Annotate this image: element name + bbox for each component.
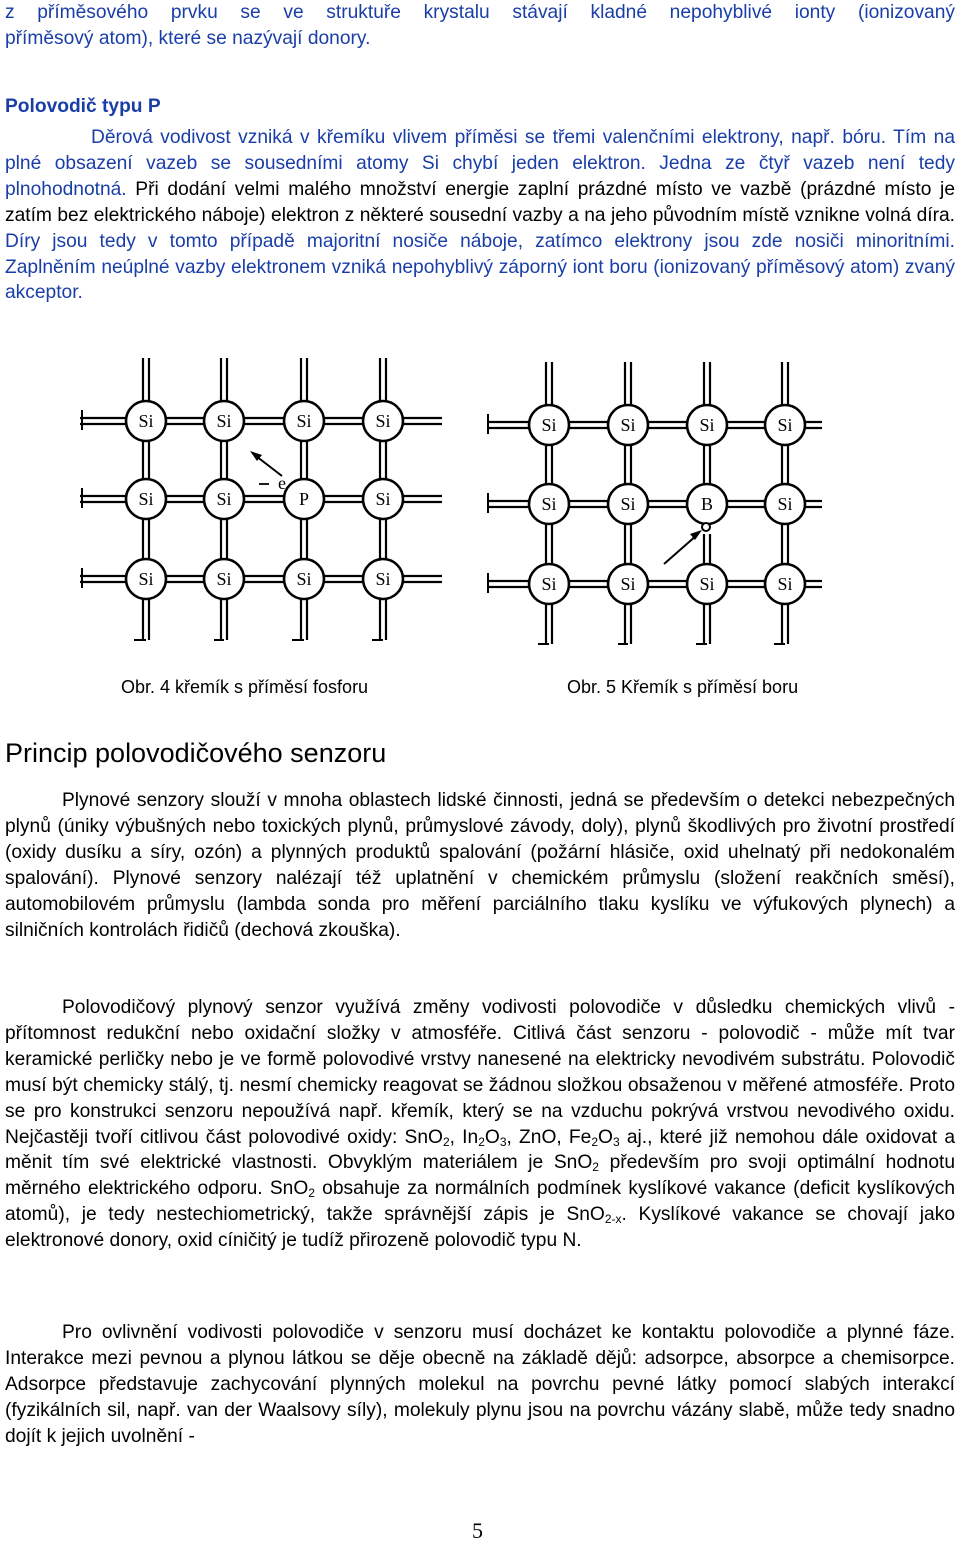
subscript: 2 bbox=[591, 1134, 599, 1149]
atom-label: Si bbox=[541, 574, 557, 594]
ptype-paragraph bbox=[5, 125, 955, 306]
ptype-text-blue-2: Díry jsou tedy v tomto případě majoritní nosiče náboje, zatímco elektrony jsou zde nosiči minoritními. Zaplněním neúplné vazby elektronem vzniká nepohyblivý záporný iont boru (ionizovaný příměsový atom) zvaný akceptor. bbox=[5, 230, 955, 304]
atom-label: Si bbox=[138, 569, 154, 589]
atom-label: Si bbox=[777, 574, 793, 594]
p2-text: především pro svoji optimální hodnotu měrného elektrického odporu. SnO bbox=[5, 1152, 956, 1200]
atom-label: Si bbox=[138, 411, 154, 431]
p2-text: obsahuje za normálních podmínek kyslíkové vakance (deficit kyslíkových atomů), je tedy nestechiometrický, takže správnější zápis je SnO bbox=[5, 1178, 956, 1226]
ptype-text-blue: Děrová vodivost vzniká v křemíku vlivem příměsi se třemi valenčními elektrony, např. bóru. Tím na plné obsazení vazeb se sousedními atomy Si chybí jeden elektron. Jedna ze čtyř vazeb není tedy plnohodnotná. bbox=[5, 127, 955, 200]
p2-text: Polovodičový plynový senzor využívá změny vodivosti polovodiče v důsledku chemických vlivů - přítomnost redukční nebo oxidační složky v atmosféře. Citlivá část senzoru - polovodič - může mít tvar keramické perličky nebo je ve formě polovodivé vrstvy nanesené na elektricky nevodivém substrátu. Polovodič musí být chemicky stálý, tj. nesmí chemicky reagovat se žádnou složkou obsaženou v měřené atmosféře. Proto se pro konstrukci senzoru nepoužívá např. křemík, který se na vzduchu pokrývá vrstvou nevodivého oxidu. Nejčastěji tvoří citlivou část polovodivé oxidy: SnO bbox=[5, 997, 955, 1148]
p2-text: aj., které již nemohou dále oxidovat a měnit tím své elektrické vlastnosti. Obvyklým materiálem je SnO bbox=[5, 1126, 955, 1174]
p2-text: , In bbox=[449, 1126, 479, 1148]
atom-label: Si bbox=[375, 411, 391, 431]
subscript: 2 bbox=[592, 1160, 599, 1175]
figure-4-caption: Obr. 4 křemík s příměsí fosforu bbox=[121, 677, 369, 697]
paragraph-3-text: Pro ovlivnění vodivosti polovodiče v senzoru musí docházet ke kontaktu polovodiče a plynné fáze. Interakce mezi pevnou a plynou látkou se děje obecně na základě dějů: adsorpce, absorpce a chemisorpce. Adsorpce představuje zachycování plynných molekul na povrchu pevné látky pomocí slabých interakcí (fyzikálních sil, např. van der Waalsovy síly), molekuly plynu jsou na povrchu vázány slabě, může tedy snadno dojít k jejich uvolnění - bbox=[5, 1322, 955, 1447]
paragraph-1-text: Plynové senzory slouží v mnoha oblastech lidské činnosti, jedná se především o detekci nebezpečných plynů (úniky výbušných nebo toxických plynů, průmyslové závody, doly), plynů škodlivých pro životní prostředí (oxidy dusíku a síry, ozón) a plynných produktů spalování (požární hlásiče, oxid uhelnatý při nedokonalém spalování). Plynové senzory nalézají též uplatnění v chemickém průmyslu (složení reakčních směsí), automobilovém průmyslu (lambda sonda pro měření parciálního tlaku kyslíku ve výfukových plynech) a silničních kontrolách řidičů (dechová zkouška). bbox=[5, 790, 955, 941]
subscript: 2-x bbox=[604, 1212, 622, 1227]
electron-label: e bbox=[278, 473, 286, 493]
atom-label: Si bbox=[777, 415, 793, 435]
atom-label: Si bbox=[138, 489, 154, 509]
atom-label: Si bbox=[620, 574, 636, 594]
atom-label: Si bbox=[375, 569, 391, 589]
page-number: 5 bbox=[472, 1518, 483, 1543]
atom-label: Si bbox=[699, 415, 715, 435]
atom-label: Si bbox=[620, 494, 636, 514]
figure-silicon-boron bbox=[482, 362, 857, 660]
p2-text: . Kyslíkové vakance se chovají jako elektronové donory, oxid cíničitý je tudíž přirozeně polovodič typu N. bbox=[5, 1204, 955, 1252]
atom-label: Si bbox=[541, 494, 557, 514]
intro-paragraph bbox=[5, 0, 955, 52]
p2-text: O bbox=[484, 1126, 500, 1148]
atom-label: Si bbox=[216, 489, 232, 509]
subscript: 2 bbox=[308, 1186, 315, 1201]
atom-label: Si bbox=[777, 494, 793, 514]
atom-label: Si bbox=[296, 569, 312, 589]
atom-label: Si bbox=[216, 569, 232, 589]
p2-text: O bbox=[598, 1126, 613, 1148]
atom-label: B bbox=[700, 494, 714, 514]
paragraph-2 bbox=[5, 995, 955, 1254]
ptype-text-black: Při dodání velmi malého množství energie zaplní prázdné místo ve vazbě (prázdné místo je zatím bez elektrického náboje) elektron z některé sousední vazby a na jeho původním místě vznikne volná díra. bbox=[5, 178, 955, 226]
paragraph-3 bbox=[5, 1320, 955, 1450]
subscript: 3 bbox=[612, 1134, 620, 1149]
atom-label: Si bbox=[375, 489, 391, 509]
atom-label: Si bbox=[541, 415, 557, 435]
figure-5-caption: Obr. 5 Křemík s příměsí boru bbox=[567, 677, 799, 697]
p2-text: , ZnO, Fe bbox=[506, 1126, 592, 1148]
atom-label: Si bbox=[296, 411, 312, 431]
section-heading-main: Princip polovodičového senzoru bbox=[5, 738, 387, 768]
section-heading-ptype: Polovodič typu P bbox=[5, 96, 161, 117]
subscript: 3 bbox=[499, 1134, 507, 1149]
subscript: 2 bbox=[478, 1134, 485, 1149]
atom-label: Si bbox=[699, 574, 715, 594]
atom-label: Si bbox=[216, 411, 232, 431]
subscript: 2 bbox=[442, 1134, 450, 1149]
atom-label: Si bbox=[620, 415, 636, 435]
paragraph-1 bbox=[5, 788, 955, 943]
atom-label: P bbox=[298, 489, 310, 509]
figure-silicon-phosphorus bbox=[62, 358, 462, 660]
intro-line-2: příměsový atom), které se nazývají donory. bbox=[5, 27, 371, 49]
intro-line-1: z příměsového prvku se ve struktuře krystalu stávají kladné nepohyblivé ionty (ionizovaný bbox=[5, 2, 955, 23]
